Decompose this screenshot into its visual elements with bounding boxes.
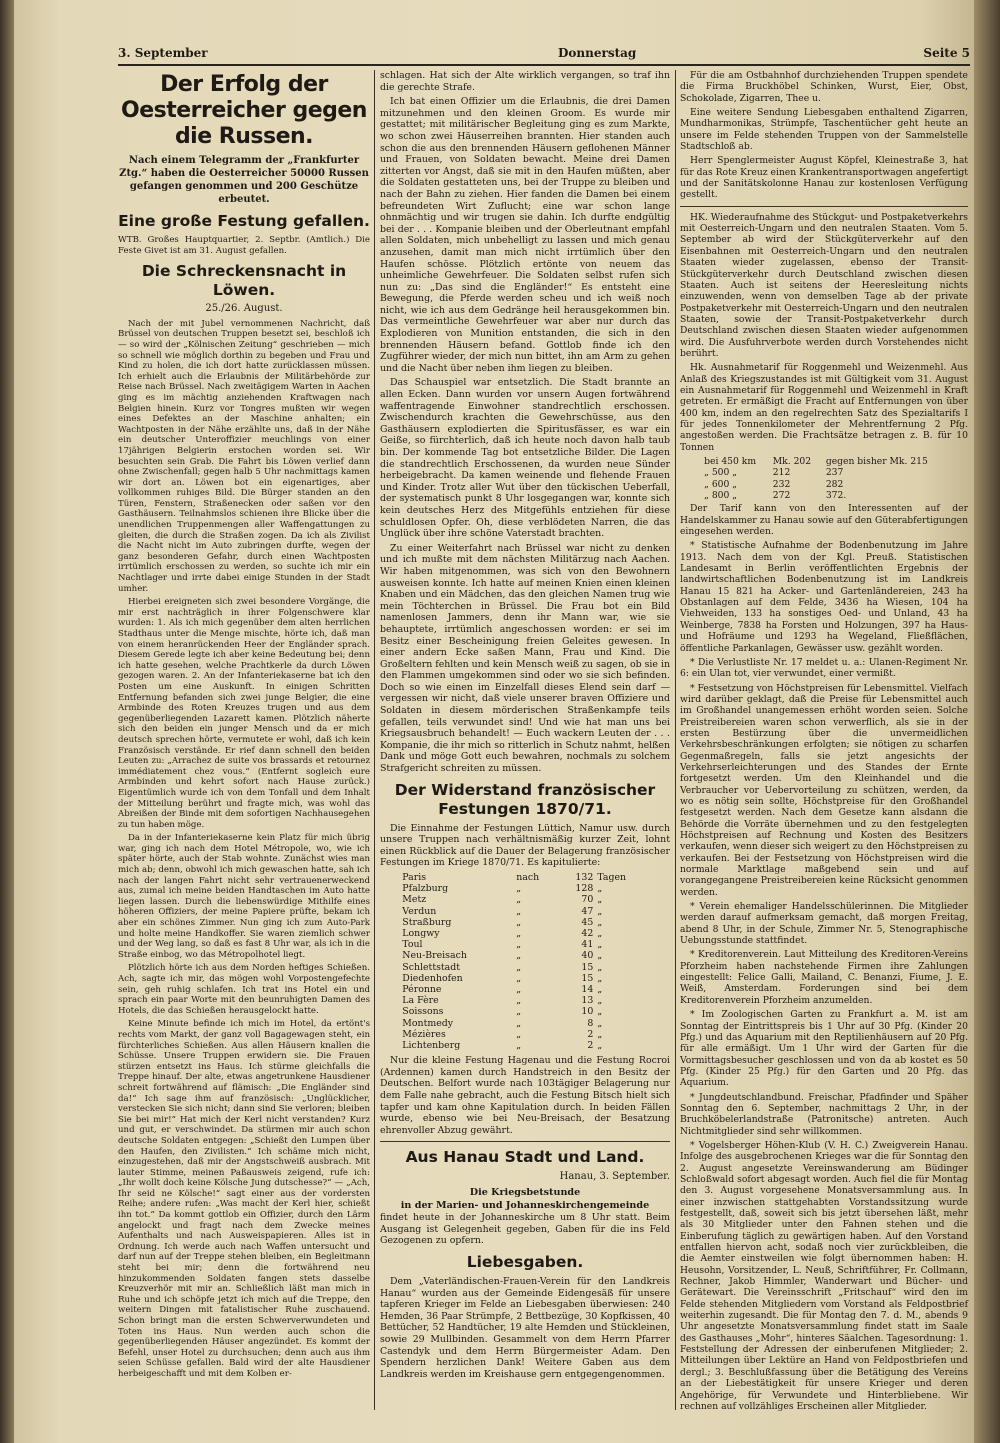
headline-liebesgaben: Liebesgaben. bbox=[466, 1252, 584, 1271]
fortress-unit: „ bbox=[597, 1017, 603, 1029]
table-row bbox=[700, 479, 948, 490]
fortress-name: Metz bbox=[402, 894, 427, 906]
article-paragraph: Nach der mit Jubel vernommenen Nachricht, daß Brüssel von deutschen Truppen besetzt sei, beschloß ich — so wird der „Kölnischen Zeitung“ geschrieben — mich so schnell wie möglich dorthin zu begeben und Frau und Kind zu holen, die ich dort hatte zurücklassen müssen. Ich erhielt auch die Erlaubnis der Militärbehörde zur Reise nach Brüssel. Nach zweitägigem Warten in Aachen ging es im mächtig anziehenden Kraftwagen nach Belgien hinein. Kurz vor Tongres mußten wir wegen eines Defektes an der Maschine anhalten; ein Wachtposten in der Nähe erzählte uns, daß in der Nähe ein deutscher Unteroffizier meuchlings von einer 17jährigen Belgierin erstochen worden sei. Wir besuchten sein Grab. Die Fahrt bis Löwen verlief dann ohne Zwischenfall; gegen halb 5 Uhr nachmittags kamen wir dort an. Löwen bot ein eigenartiges, aber vollkommen ruhiges Bild. Die Bürger standen an den Türen, Fenstern, Straßenecken oder saßen vor den Gasthäusern. Teilnahmslos schienen ihre Blicke über die unendlichen Truppenmengen aller Waffengattungen zu gleiten, die durch die Straßen zogen. Da ich als Zivilist die Nacht nicht im Auto zubringen durfte, wegen der ganz besonderen Gefahr, durch einen Wachtposten irrtümlich erschossen zu werden, so suchte ich mir ein Nachtlager und irrte dabei einige Stunden in der Stadt umher. bbox=[118, 318, 370, 594]
table-row bbox=[400, 1040, 649, 1051]
fortress-days: 42 bbox=[581, 928, 594, 940]
table-row bbox=[400, 973, 649, 984]
article-paragraph: Das Schauspiel war entsetzlich. Die Stadt brannte an allen Ecken. Dann wurden vor unsern Augen fortwährend waffentragende Einwohner standrechtlich erschossen. Zwischendurch krachten die Gewehrschüsse, aus den Gasthäusern explodierten die Spiritusfässer, es war ein Geiße, so fürchterlich, daß ich heute noch davon halb taub bin. Der kommende Tag bot entsetzliche Bilder. Die Lagen die standrechtlich Erschossenen, da wurden neue Sünder herbeigebracht. Da kamen weinende und flehende Frauen und Kinder. Trotz aller Wut über den tückischen Ueberfall, der systematisch punkt 8 Uhr losgegangen war, konnte sich kein deutsches Herz des Mitgefühls entziehen für diese schuldlosen Opfer. Oh, diese verblödeten Narren, die das Unglück über ihre schöne Vaterstadt brachten. bbox=[380, 377, 670, 540]
widerstand-intro: Die Einnahme der Festungen Lüttich, Namur usw. durch unsere Truppen nach verhältnismäßig kurzer Zeit, lohnt einen Rückblick auf die Dauer der Belagerung französischer Festungen im Kriege 1870/71. Es kapitulierte: bbox=[380, 822, 670, 869]
fortress-unit: „ bbox=[597, 995, 603, 1007]
table-row bbox=[400, 984, 649, 995]
article-paragraph: * Verein ehemaliger Handelsschülerinnen. Die Mitglieder werden darauf aufmerksam gemacht, daß morgen Freitag, abend 8 Uhr, in der Schule, Zimmer Nr. 5, Stenographische Uebungsstunde stattfindet. bbox=[680, 901, 968, 947]
fortress-unit: „ bbox=[597, 950, 603, 962]
rate-distance: „ 800 „ bbox=[704, 490, 738, 502]
fortress-days: 47 bbox=[581, 905, 594, 917]
fortress-days: 13 bbox=[581, 995, 594, 1007]
fortress-days: 15 bbox=[581, 961, 594, 973]
section-divider bbox=[680, 206, 968, 207]
table-row bbox=[400, 917, 649, 928]
headline-loewen: Die Schreckensnacht in Löwen. bbox=[141, 262, 347, 300]
rate-previous: 237 bbox=[825, 467, 844, 479]
fortress-pre: „ bbox=[516, 1006, 522, 1018]
rate-new: Mk. 202 bbox=[772, 456, 812, 467]
fortress-unit: „ bbox=[597, 961, 603, 973]
article-paragraph: * Jungdeutschlandbund. Freischar, Pfadfinder und Späher Sonntag den 6. September, nachmittags 2 Uhr, in der Bruchköbelerlandstraße (Patronitsche) antreten. Auch Nichtmitglieder sind sehr willkommen. bbox=[680, 1091, 968, 1137]
fortress-unit: „ bbox=[597, 984, 603, 996]
headline-widerstand: Der Widerstand französischer Festungen 1870/71. bbox=[394, 780, 656, 818]
fortress-unit: „ bbox=[597, 1040, 603, 1052]
fortress-pre: „ bbox=[516, 950, 522, 962]
table-row bbox=[400, 894, 649, 905]
header-page-number: Seite 5 bbox=[923, 46, 970, 60]
table-row bbox=[700, 490, 948, 501]
fortress-pre: „ bbox=[516, 1040, 522, 1052]
article-paragraph: Für die am Ostbahnhof durchziehenden Truppen spendete die Firma Bruckhöbel Schinken, Wurst, Eier, Obst, Schokolade, Zigarren, Thee u. bbox=[680, 70, 968, 104]
loewen-date: 25./26. August. bbox=[205, 303, 283, 315]
fortress-name: Mézières bbox=[402, 1028, 446, 1040]
fortress-unit: „ bbox=[597, 1028, 603, 1040]
rate-distance: „ 600 „ bbox=[704, 478, 738, 490]
fortress-unit: „ bbox=[597, 972, 603, 984]
fortress-pre: „ bbox=[516, 1017, 522, 1029]
table-row bbox=[700, 467, 948, 478]
rate-distance: bei 450 km bbox=[704, 456, 757, 467]
kriegsbetstunde-title: Die Kriegsbetstunde bbox=[469, 1187, 581, 1198]
kriegsbetstunde-text: findet heute in der Johanneskirche um 8 Uhr statt. Beim Ausgang ist Gelegenheit gegeben, Gaben für die ins Feld Gezogenen zu opfern. bbox=[380, 1212, 670, 1247]
fortress-days: 70 bbox=[581, 894, 594, 906]
fortress-name: Montmedy bbox=[402, 1017, 454, 1029]
article-paragraph: * Vogelsberger Höhen-Klub (V. H. C.) Zweigverein Hanau. Infolge des ausgebrochenen Krieges war die für Sonntag den 2. August angesetzte Vereinswanderung am Büdinger Schloßwald sofort abgesagt worden. Auch fiel die für Montag den 3. August vorgesehene Monatsversammlung aus. In einer inzwischen stattgehabten Vorstandssitzung wurde festgestellt, daß, soweit sich bis jetzt übersehen läßt, mehr als 30 Mitglieder unter den Fahnen stehen und die Einberufung täglich zu gewärtigen haben. Auf den Vorstand entfallen hiervon acht, sodaß noch vier zurückbleiben, die die Aemter einstweilen wie folgt übernommen haben: H. Heusohn, Vorsitzender, L. Neuß, Schriftführer, Fr. Collmann, Rechner, Jakob Himmler, Wanderwart und Bücher- und Gerätewart. Die Vereinsschrift „Fritschauf“ wird den im Felde stehenden Mitgliedern vom Vorstand als Feldpostbrief weiterhin zugesandt. Die für Montag den 7. d. M., abends 9 Uhr angesetzte Monatsversammlung findet statt im Saale des Gasthauses „Mohr“, hinteres Säalchen. Tagesordnung: 1. Feststellung der Adressen der einberufenen Mitglieder; 2. Mitteilungen über Lektüre an Hand von Feldpostbriefen und dergl.; 3. Beschlußfassung über die Betätigung des Vereins an der Liebestätigkeit für unsere Krieger und deren Angehörige, für Verwundete und Hinterbliebene. Wir rechnen auf vollzähliges Erscheinen aller Mitglieder. bbox=[680, 1139, 968, 1412]
fortress-pre: „ bbox=[516, 894, 522, 906]
header-date: 3. September bbox=[118, 46, 208, 60]
article-paragraph: HK. Wiederaufnahme des Stückgut- und Postpaketverkehrs mit Oesterreich-Ungarn und den neutralen Staaten. Vom 5. September ab wird der Stückgüterverkehr auf den Eisenbahnen mit Oesterreich-Ungarn und den neutralen Staaten wieder zugelassen, ebenso der Transit-Stückgüterverkehr durch Deutschland zwischen diesen Staaten. Auch ist seitens der Heeresleitung nichts einzuwenden, wenn von demselben Tage ab der private Postpaketverkehr mit Oesterreich-Ungarn und den neutralen Staaten, sowie der Transit-Postpaketverkehr durch Deutschland zwischen diesen Staaten wieder aufgenommen wird. Die Ausfuhrverbote werden durch Vorstehendes nicht berührt. bbox=[680, 211, 968, 359]
rate-new: 272 bbox=[772, 490, 791, 502]
rate-new: 212 bbox=[772, 467, 791, 479]
rate-previous: 282 bbox=[825, 478, 844, 490]
table-row bbox=[400, 1006, 649, 1017]
fortress-days: 15 bbox=[581, 972, 594, 984]
fortress-pre: „ bbox=[516, 939, 522, 951]
table-row bbox=[400, 995, 649, 1006]
fortress-pre: „ bbox=[516, 961, 522, 973]
freight-rate-table bbox=[700, 456, 948, 501]
fortress-name: Paris bbox=[402, 872, 427, 883]
lead-telegram: Nach einem Telegramm der „Frankfurter Ztg.“ haben die Oesterreicher 50000 Russen gefangen genommen und 200 Geschütze erbeutet. bbox=[119, 155, 369, 205]
rate-distance: „ 500 „ bbox=[704, 467, 738, 479]
fortress-unit: „ bbox=[597, 883, 603, 895]
fortress-unit: „ bbox=[597, 928, 603, 940]
table-row bbox=[400, 883, 649, 894]
fortress-days: 128 bbox=[575, 883, 594, 895]
section-divider bbox=[380, 1141, 670, 1142]
article-paragraph: Herr Spenglermeister August Köpfel, Kleinestraße 3, hat für das Rote Kreuz einen Krankentransportwagen angefertigt und der Sanitätskolonne Hanau zur kostenlosen Verfügung gestellt. bbox=[680, 155, 968, 201]
fortress-days: 41 bbox=[581, 939, 594, 951]
article-paragraph: Hk. Ausnahmetarif für Roggenmehl und Weizenmehl. Aus Anlaß des Kriegszustandes ist mit Gültigkeit vom 31. August ein Ausnahmetarif für Roggenmehl und Weizenmehl in Kraft getreten. Er ermäßigt die Fracht auf Entfernungen von über 400 km, indem an den regelrechten Satz des Spezialtarifs I für jedes Tonnenkilometer der Mehrentfernung 2 Pfg. angestoßen werden. Die Frachtsätze betragen z. B. für 10 Tonnen bbox=[680, 362, 968, 453]
binding-right-edge bbox=[974, 0, 1000, 1443]
hanau-dateline: Hanau, 3. September. bbox=[559, 1171, 670, 1183]
fortress-pre: „ bbox=[516, 883, 522, 895]
article-paragraph: Keine Minute befinde ich mich im Hotel, da ertönt's rechts vom Markt, der ganz voll Bagagewagen steht, ein fürchterliches Schießen. Aus allen Häusern knallen die Schüsse. Unsere Truppen erwidern sie. Die Frauen stürzen entsetzt ins Haus. Ich stürme gleichfalls die Treppe hinauf. Der alte, etwas angetrunkene Hausdiener schreit fortwährend auf flämisch: „Die Engländer sind da!“ Ich sage ihm auf französisch: „Unglücklicher, verstecken Sie sich nicht; dann sind Sie verloren; bleiben Sie bei mir!“ Hat mich der Kerl nicht verstanden? Kurz und gut, er verschwindet. Da stürmen mir auch schon deutsche Soldaten entgegen: „Schießt den Lumpen über den Haufen, den Zivilisten.“ Ich schäme mich nicht, einzugestehen, daß mir der Angstschweiß ausbrach. Mit lauter Stimme, meinen Paßausweis zeigend, rufe ich: „Ihr wollt doch keine Kölsche Jung dutschesse?“ — „Ach, Ihr seid ne Kölsche!“ sagt einer aus der vordersten Reihe; andere rufen: „Was macht der Kerl hier, schießt ihn tot.“ Da kommt gottlob ein Offizier, durch den Lärm angelockt und fragt nach dem Zwecke meines Aufenthalts und nach Ausweispapieren. Alles ist in Ordnung. Ich werde auch nach Waffen untersucht und darf nun auf der Treppe stehen bleiben, ein Begleitmann steht bei mir; denn die fortwährend neu hinzukommenden Soldaten fangen stets dasselbe Kreuzverhör mit mir an. Schließlich läßt man mich in Ruhe und ich schöpfe jetzt ich mich auf die Treppe, den weitern Dingen mit fatalistischer Ruhe zuschauend. Schon bringt man die ersten Schwerverwundeten und Toten ins Haus. Nun werden auch schon die gegenüberliegenden Häuser angezündet. Es kommt der Befehl, unser Hotel zu durchsuchen; denn auch aus ihm seien Schüsse gefallen. Bald wird der alte Hausdiener herbeigeschafft und mit dem Kolben er- bbox=[118, 1019, 370, 1379]
article-paragraph: Hierbei ereigneten sich zwei besondere Vorgänge, die mir erst nachträglich in ihrer Folgenschwere klar wurden: 1. Als ich mich gegenüber dem alten herrlichen Stadthaus unter die Menge mischte, hörte ich, daß man von einem heranrückenden Heer der Engländer sprach. Diesem Gerede legte ich aber keine Bedeutung bei; denn ich hatte gesehen, welche Prachtkerle da durch Löwen gezogen waren. 2. An der Infanteriekaserne bat ich den Posten um eine Auskunft. In einigen Schritten Entfernung befanden sich zwei junge Belgier, die eine Armbinde des Roten Kreuzes trugen und aus dem gegenüberliegenden Lazarett kamen. Plötzlich näherte sich den beiden ein junger Mensch und da er mich deutsch sprechen hörte, vermutete er wohl, daß ich kein Französisch verstände. Er rief dann schnell den beiden Leuten zu: „Arrachez de suite vos brassards et retournez immédiatement chez vous.“ (Entfernt sogleich eure Armbinden und kehrt sofort nach Hause zurück.) Eigentümlich wurde ich von dem Tonfall und dem Inhalt der Mitteilung berührt und fragte mich, was wohl das Abreißen der Binde mit dem sofortigen Nachhausegehen zu tun haben möge. bbox=[118, 597, 370, 830]
column-1 bbox=[118, 70, 370, 1383]
article-paragraph: Plötzlich hörte ich aus dem Norden heftiges Schießen. Ach, sagte ich mir, das mögen wohl Vorpostengefechte sein, geh ruhig schlafen. Ich trat ins Hotel ein und sprach ein paar Worte mit den beunruhigten Damen des Hotels, die das Schießen herausgelockt hatte. bbox=[118, 963, 370, 1016]
table-row bbox=[400, 1029, 649, 1040]
liebesgaben-text: Dem „Vaterländischen-Frauen-Verein für den Landkreis Hanau“ wurden aus der Gemeinde Eidengesäß für unsere tapferen Krieger im Felde an Liebesgaben überwiesen: 240 Hemden, 36 Paar Strümpfe, 2 Bettbezüge, 30 Kopfkissen, 40 Bettücher, 52 Handtücher, 19 alte Hemden und Stückleinen, sowie 29 Mullbinden. Gesammelt von dem Herrn Pfarrer Castendyk und dem Herrn Bürgermeister Adam. Den Spendern herzlichen Dank! Weitere Gaben aus dem Landkreis werden im Kreishause gern entgegengenommen. bbox=[380, 1275, 670, 1380]
table-row bbox=[400, 928, 649, 939]
fortress-name: Straßburg bbox=[402, 916, 452, 928]
fortress-name: Péronne bbox=[402, 984, 442, 996]
fortress-unit: „ bbox=[597, 939, 603, 951]
fortress-pre: „ bbox=[516, 928, 522, 940]
article-paragraph: Eine weitere Sendung Liebesgaben enthaltend Zigarren, Mundharmonikas, Strümpfe, Taschentücher geht heute an unsere im Felde stehenden Truppen von der Sammelstelle Stadtschloß ab. bbox=[680, 107, 968, 153]
article-paragraph: * Die Verlustliste Nr. 17 meldet u. a.: Ulanen-Regiment Nr. 6: ein Ulan tot, vier verwundet, einer vermißt. bbox=[680, 656, 968, 680]
fortress-name: Schlettstadt bbox=[402, 961, 461, 973]
fortress-days: 10 bbox=[581, 1006, 594, 1018]
headline-festung: Eine große Festung gefallen. bbox=[118, 212, 370, 230]
table-row bbox=[400, 939, 649, 950]
fortress-unit: „ bbox=[597, 905, 603, 917]
rate-previous: 372. bbox=[825, 490, 847, 502]
article-paragraph: Ich bat einen Offizier um die Erlaubnis, die drei Damen mitzunehmen und den kleinen Groom. Es wurde mir gestattet; mit militärischer Begleitung ging es zum Markte, wo schon zwei Häuserreihen brannten. Hier standen auch schon die aus den brennenden Häusern geflohenen Männer und Frauen, von Soldaten bewacht. Meine drei Damen zitterten vor Angst, daß sie mit in den Haufen müßten, aber die Soldaten gestatteten uns, bei der Truppe zu bleiben und nach der Bahn zu ziehen. Hier fanden die Damen bei einem befreundeten Wirt Zuflucht; eine war schon lange ohnmächtig und wir trugen sie dahin. Ich durfte endgültig bei der . . . Kompanie bleiben und der Oberleutnant empfahl allen Soldaten, mich unbehelligt zu lassen und mich genau anzusehen, damit man mich nicht irrtümlich über den Haufen schösse. Plötzlich ertönte von neuem das unheimliche Gewehrfeuer. Die Soldaten selbst rufen sich nun zu: „Das sind die Engländer!“ Es entsteht eine Bewegung, die Pferde werden scheu und ich weiß noch nicht, wie ich aus dem Gedränge heil herausgekommen bin. Das vermeintliche Gewehrfeuer war aber nur durch das Explodieren von Munition entstanden, die sich in den brennenden Häusern befand. Gottlob finde ich den Zugführer wieder, der mich nun bittet, ihn am Arm zu gehen und die Nacht über neben ihm liegen zu bleiben. bbox=[380, 96, 670, 374]
fortress-pre: „ bbox=[516, 1028, 522, 1040]
headline-hanau: Aus Hanau Stadt und Land. bbox=[405, 1148, 645, 1167]
fortress-pre: „ bbox=[516, 916, 522, 928]
rate-previous: gegen bisher Mk. 215 bbox=[825, 456, 928, 467]
table-row bbox=[400, 962, 649, 973]
fortress-report: WTB. Großes Hauptquartier, 2. Septbr. (Amtlich.) Die Feste Givet ist am 31. August gefallen. bbox=[118, 235, 370, 256]
article-paragraph: schlagen. Hat sich der Alte wirklich vergangen, so traf ihn die gerechte Strafe. bbox=[380, 70, 670, 93]
column-3 bbox=[680, 70, 968, 1415]
table-row bbox=[400, 872, 649, 883]
fortress-days: 2 bbox=[587, 1040, 594, 1052]
fortress-name: La Fère bbox=[402, 995, 439, 1007]
fortress-name: Soissons bbox=[402, 1006, 444, 1018]
column-rule-2 bbox=[675, 70, 676, 1410]
fortress-unit: Tagen bbox=[597, 872, 627, 883]
column-2 bbox=[380, 70, 670, 1383]
fortress-days: 45 bbox=[581, 916, 594, 928]
fortress-days: 14 bbox=[581, 984, 594, 996]
article-paragraph: * Festsetzung von Höchstpreisen für Lebensmittel. Vielfach wird darüber geklagt, daß die Preise für Lebensmittel auch im Großhandel unangemessen erhöht worden seien. Solche Preistreibereien waren schon verwerflich, als sie in der ersten Bestürzung über die unvermeidlichen Verkehrsbeschränkungen erfolgten; sie nötigen zu scharfen Gegenmaßregeln, falls sie jetzt angesichts der Verkehrserleichterungen und des Standes der Ernte fortgesetzt werden. Um den Kleinhandel und die Verbraucher vor Uebervorteilung zu schützen, werden, da wo es nötig sein sollte, Höchstpreise für den Großhandel festgesetzt werden. Nach dem Gesetze kann alsdann die Behörde die Vorräte übernehmen und zu den festgelegten Höchstpreisen auf Rechnung und Kosten des Besitzers verkaufen, wenn dieser sich weigert zu den Höchstpreisen zu verkaufen. Bei der Festsetzung von Höchstpreisen wird die normale Marktlage maßgebend sein und auf vorangegangene Preistreibereien keine Rücksicht genommen werden. bbox=[680, 682, 968, 898]
article-paragraph: * Kreditorenverein. Laut Mitteilung des Kreditoren-Vereins Pforzheim haben nachstehende Firmen ihre Zahlungen eingestellt: Felice Galli, Mailand, C. Benanzi, Fiume, J. E. Weiß, Amsterdam. Forderungen sind bei dem Kreditorenverein Pforzheim anzumelden. bbox=[680, 949, 968, 1006]
article-paragraph: Der Tarif kann von den Interessenten auf der Handelskammer zu Hanau sowie auf den Güterabfertigungen eingesehen werden. bbox=[680, 503, 968, 538]
header-day: Donnerstag bbox=[558, 46, 637, 60]
fortress-pre: „ bbox=[516, 905, 522, 917]
fortress-unit: „ bbox=[597, 894, 603, 906]
fortress-name: Longwy bbox=[402, 928, 440, 940]
kriegsbetstunde-subtitle: in der Marien- und Johanneskirchengemeinde bbox=[400, 1199, 650, 1211]
binding-left-edge bbox=[0, 0, 14, 1443]
headline-oesterreicher: Der Erfolg der Oesterreicher gegen die Russen. bbox=[121, 72, 367, 149]
fortress-name: Verdun bbox=[402, 905, 437, 917]
fortress-pre: „ bbox=[516, 984, 522, 996]
fortress-days: 8 bbox=[587, 1017, 594, 1029]
fortress-unit: „ bbox=[597, 916, 603, 928]
fortress-name: Neu-Breisach bbox=[402, 950, 467, 962]
fortress-unit: „ bbox=[597, 1006, 603, 1018]
article-paragraph: Da in der Infanteriekaserne kein Platz für mich übrig war, ging ich nach dem Hotel Métropole, wo, wie ich später hörte, auch der Stab wohnte. Zunächst wies man mich ab; denn, obwohl ich mich gewaschen hatte, sah ich nach der langen Fahrt nicht sehr vertrauenerweckend aus, zumal ich meine beiden Handtaschen im Auto hatte liegen lassen. Durch die liebenswürdige Mithilfe eines höheren Offiziers, der meine Papiere prüfte, bekam ich aber ein schönes Zimmer. Nun ging ich zum Auto-Park und holte meine Handkoffer. Sie waren ziemlich schwer und der Weg lang, so daß es fast 8 Uhr war, als ich in die Straße einbog, wo das Métropolhotel liegt. bbox=[118, 833, 370, 960]
table-row bbox=[400, 950, 649, 961]
fortress-pre: „ bbox=[516, 972, 522, 984]
fortress-name: Lichtenberg bbox=[402, 1040, 461, 1052]
article-paragraph: Zu einer Weiterfahrt nach Brüssel war nicht zu denken und ich mußte mit dem nächsten Militärzug nach Aachen. Wir haben mitgenommen, was sich von den Bewohnern ausweisen konnte. Ich hatte auf meinen Knien einen kleinen Knaben und ein Mädchen, das den gleichen Namen trug wie mein Töchterchen in Brüssel. Die Frau bot ein Bild namenlosen Jammers, denn ihr Mann war, wie sie behauptete, irrtümlich angeschossen worden: er sei im Besitz einer Bescheinigung freien Geleites gewesen. In einer andern Ecke saßen Mann, Frau und Kind. Die Großeltern fehlten und kein Mensch weiß zu sagen, ob sie in den Flammen umgekommen sind oder wo sie sich befinden. Doch so wie einen im Einzelfall dieses Elend sein darf — vergessen wir nicht, daß viele unserer braven Offiziere und Soldaten in diesem mörderischen Straßenkampfe teils gefallen, teils verwundet sind! Und wie hat man uns bei Kriegsausbruch behandelt! — Euch wackern Leuten der . . . Kompanie, die ihr mich so ritterlich in Schutz nahmt, helßen Dank und möge Gott euch bewahren, nochmals zu solchem Strafgericht schreiten zu müssen. bbox=[380, 542, 670, 775]
fortress-pre: nach bbox=[516, 872, 540, 883]
article-paragraph: * Statistische Aufnahme der Bodenbenutzung im Jahre 1913. Nach dem von der Kgl. Preuß. Statistischen Landesamt in Berlin veröffentlichten Ergebnis der landwirtschaftlichen Bodenbenutzung ist im Landkreis Hanau 15 821 ha Acker- und Gartenländereien, 243 ha Obstanlagen auf dem Felde, 3436 ha Wiesen, 104 ha Viehweiden, 133 ha sonstiges Oed- und Unland, 43 ha Weinberge, 7838 ha Forsten und Holzungen, 397 ha Haus- und Hofräume und 1293 ha Wegeland, Fließflächen, öffentliche Parkanlagen, Gewässer usw. gezählt worden. bbox=[680, 540, 968, 654]
widerstand-outro: Nur die kleine Festung Hagenau und die Festung Rocroi (Ardennen) kamen durch Handstreich in den Besitz der Deutschen. Belfort wurde nach 103tägiger Belagerung nur dem Falle nahe gebracht, auch die Festung Bitsch hielt sich tapfer und kam ohne Kapitulation durch. In beiden Fällen wurde, ebenso wie bei Neu-Breisach, der Besatzung ehrenvoller Abzug gewährt. bbox=[380, 1055, 670, 1136]
page-header bbox=[118, 44, 970, 66]
fortress-name: Toul bbox=[402, 939, 423, 951]
article-paragraph: * Im Zoologischen Garten zu Frankfurt a. M. ist am Sonntag der Eintrittspreis bis 1 Uhr auf 30 Pfg. (Kinder 20 Pfg.) und das Aquarium mit den Reptilienhäusern auf 20 Pfg. für alle ermäßigt. Um 1 Uhr wird der Garten für die Vormittagsbesucher geschlossen und von da ab kostet es 50 Pfg. (Kinder 25 Pfg.) für den Garten und 20 Pfg. das Aquarium. bbox=[680, 1009, 968, 1089]
table-row bbox=[400, 906, 649, 917]
fortress-table bbox=[400, 872, 649, 1051]
fortress-name: Diedenhofen bbox=[402, 972, 463, 984]
fortress-days: 40 bbox=[581, 950, 594, 962]
table-row bbox=[400, 1018, 649, 1029]
rate-new: 232 bbox=[772, 478, 791, 490]
fortress-days: 2 bbox=[587, 1028, 594, 1040]
fortress-pre: „ bbox=[516, 995, 522, 1007]
fortress-name: Pfalzburg bbox=[402, 883, 449, 895]
table-row bbox=[700, 456, 948, 467]
column-rule-1 bbox=[374, 70, 375, 1410]
fortress-days: 132 bbox=[575, 872, 594, 883]
